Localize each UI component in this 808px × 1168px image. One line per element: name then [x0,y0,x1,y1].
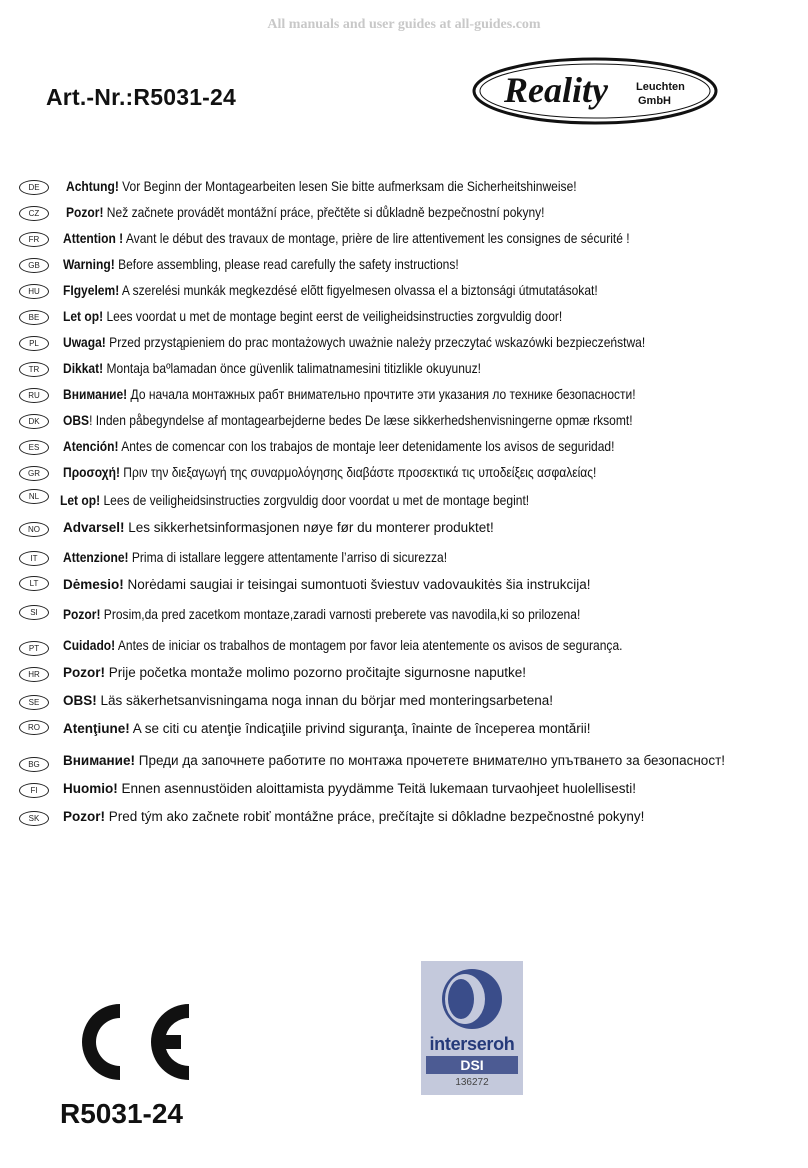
warning-body: Преди да започнете работите по монтажа прочетете внимателно упътването за безопасност! [134,753,726,768]
warning-title: Внимание! [63,386,128,402]
ce-mark [62,1000,192,1084]
language-badge: TR [19,362,49,377]
warning-title: Attention ! [63,230,124,246]
language-badge: CZ [19,206,49,221]
warning-title: Pozor! [63,606,101,622]
language-badge: BE [19,310,49,325]
warning-text [63,692,553,710]
warning-title: Let op! [63,308,104,324]
watermark: All manuals and user guides at all-guides.com [267,17,541,32]
warning-hu [0,281,808,303]
warning-fr [0,229,808,251]
warning-text [63,333,645,351]
warning-text [63,255,459,273]
warning-body: Przed przystąpieniem do prac montażowych uważnie należy przeczytać wskazówki bezpieczeństwa! [105,334,646,350]
warning-pt [0,636,808,658]
warning-text [63,281,598,299]
warning-text [63,359,481,377]
language-badge: NO [19,522,49,537]
warning-text [63,780,636,798]
dsi-number: 136272 [455,1077,489,1088]
warning-body: Norėdami saugiai ir teisingai sumontuoti šviestuv vadovaukitės šia instrukcija! [123,577,591,592]
warning-text [63,385,636,403]
warning-title: Atención! [63,438,119,454]
language-badge: NL [19,489,49,504]
warning-de [0,177,808,199]
warning-text [63,636,622,654]
language-badge: PT [19,641,49,656]
warning-title: Let op! [60,492,101,508]
warning-ru [0,385,808,407]
warning-title: Warning! [63,256,115,272]
logo-line2: GmbH [638,95,671,107]
warning-text [63,605,580,623]
warning-ro [0,720,808,742]
warning-fi [0,780,808,802]
warning-title: OBS! [63,693,97,708]
warning-lt [0,576,808,598]
warning-body: A se citi cu atenţie îndicaţiile privind siguranţa, înainte de începerea montării! [129,721,591,736]
language-badge: DE [19,180,49,195]
warning-body: Lees voordat u met de montage begint eerst de veiligheidsinstructies zorgvuldig door! [103,308,563,324]
interseroh-emblem [421,961,523,1033]
warning-it [0,548,808,570]
warning-body: Les sikkerhetsinformasjonen nøye før du monterer produktet! [124,520,494,535]
warning-text [63,548,447,566]
warning-text [63,519,494,537]
warning-title: Advarsel! [63,520,125,535]
warning-body: Prije početka montaže molimo pozorno pročitajte sigurnosne naputke! [105,665,526,680]
warning-tr [0,359,808,381]
warning-body: Prosim,da pred zacetkom montaze,zaradi varnosti preberete vas navodila,ki so prilozena! [100,606,581,622]
warning-text [63,576,591,594]
warning-title: Pozor! [63,665,105,680]
language-badge: IT [19,551,49,566]
warning-no [0,519,808,541]
warning-title: Huomio! [63,781,118,796]
warning-text [66,203,545,221]
warning-title: FIgyelem! [63,282,120,298]
warning-title: Pozor! [63,809,105,824]
warning-pl [0,333,808,355]
language-badge: FR [19,232,49,247]
warning-body: Pred tým ako začnete robiť montážne práce, prečítajte si dôkladne bezpečnostné pokyny! [105,809,645,824]
language-badge: ES [19,440,49,455]
language-badge: FI [19,783,49,798]
warning-body: До начала монтажных рабт внимательно прочтите эти указания ло технике безопасности! [127,386,636,402]
language-badge: DK [19,414,49,429]
warning-title: Attenzione! [63,549,129,565]
warning-es [0,437,808,459]
warning-body: Vor Beginn der Montagearbeiten lesen Sie bitte aufmerksam die Sicherheitshinweise! [118,178,577,194]
warning-body: Montaja baºlamadan önce güvenlik talimatnamesini titizlikle okuyunuz! [103,360,482,376]
warning-text [63,720,591,738]
language-badge: HR [19,667,49,682]
warning-title: Dikkat! [63,360,104,376]
warning-text [63,808,644,826]
warning-body: A szerelési munkák megkezdésé elõtt figyelmesen olvassa el a biztonsági útmutatásokat! [119,282,598,298]
warning-title: Uwaga! [63,334,106,350]
product-code: R5031-24 [60,1098,183,1129]
dsi-label: DSI [426,1056,518,1074]
reality-leuchten-logo [472,56,718,126]
interseroh-dsi-logo [421,961,523,1095]
logo-brand: Reality [504,70,608,110]
warning-text [63,411,633,429]
interseroh-brand: interseroh [429,1034,515,1054]
language-badge: GB [19,258,49,273]
warning-be [0,307,808,329]
warning-sk [0,808,808,830]
language-badge: SE [19,695,49,710]
language-badge: GR [19,466,49,481]
warning-text [63,463,596,481]
warning-body: Antes de comencar con los trabajos de montaje leer detenidamente los avisos de seguridad! [118,438,615,454]
warning-hr [0,664,808,686]
article-number: Art.-Nr.:R5031-24 [46,84,237,110]
warning-title: Pozor! [66,204,104,220]
warning-gr [0,463,808,485]
logo-line1: Leuchten [636,81,685,93]
language-badge: PL [19,336,49,351]
warning-body: Než začnete provádět montážní práce, přečtěte si důkladně bezpečnostní pokyny! [103,204,545,220]
warning-body: Prima di istallare leggere attentamente l’arriso di sicurezza! [128,549,448,565]
warning-text [63,664,526,682]
warning-body: Before assembling, please read carefully the safety instructions! [114,256,459,272]
warning-text [63,752,725,770]
warning-text [66,177,577,195]
warning-title: Προσοχή! [63,464,120,480]
warning-text [60,491,529,509]
warning-body: Lees de veiligheidsinstructies zorgvuldig door voordat u met de montage begint! [100,492,530,508]
warning-se [0,692,808,714]
warning-gb [0,255,808,277]
warning-title: Atenţiune! [63,721,130,736]
warning-cz [0,203,808,225]
language-badge: LT [19,576,49,591]
warning-title: Achtung! [66,178,119,194]
warning-title: Внимание! [63,753,135,768]
warning-text [63,229,630,247]
language-badge: SI [19,605,49,620]
warning-dk [0,411,808,433]
warning-si [0,605,808,627]
warning-body: ! Inden påbegyndelse af montagearbejderne bedes De læse sikkerhedshenvisningerne opmæ rksomt! [89,412,633,428]
warning-nl [0,491,808,513]
warning-title: Cuidado! [63,637,116,653]
language-badge: SK [19,811,49,826]
language-badge: BG [19,757,49,772]
warning-body: Antes de iniciar os trabalhos de montagem por favor leia atentemente os avisos de segurança. [115,637,623,653]
warning-text [63,307,562,325]
language-badge: HU [19,284,49,299]
warning-bg [0,752,808,774]
warning-body: Läs säkerhetsanvisningama noga innan du börjar med monteringsarbetena! [96,693,554,708]
warning-title: Dėmesio! [63,577,124,592]
warning-text [63,437,614,455]
warning-body: Ennen asennustöiden aloittamista pyydämme Teitä lukemaan turvaohjeet huolellisesti! [117,781,637,796]
warning-body: Πριν την διεξαγωγή της συναρμολόγησης διαβάστε προσεκτικά τις υποδείξεις ασφαλείας! [119,464,597,480]
warning-title: OBS [63,412,90,428]
warning-body: Avant le début des travaux de montage, prière de lire attentivement les consignes de sécurité ! [123,230,630,246]
language-badge: RU [19,388,49,403]
language-badge: RO [19,720,49,735]
